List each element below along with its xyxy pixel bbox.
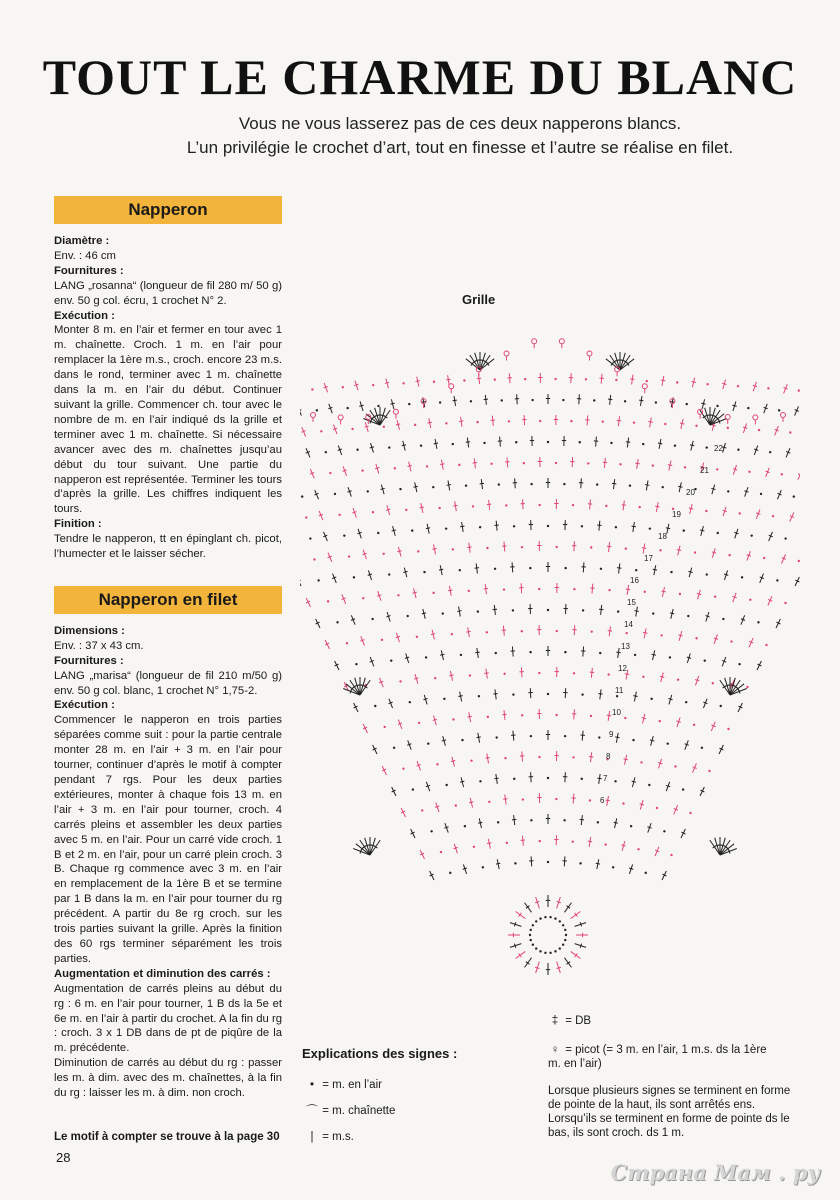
execution-label: Exécution :: [54, 309, 115, 322]
double-treble-icon: ‡: [551, 1015, 559, 1027]
filet-fournitures-text: LANG „marisa“ (longueur de fil 210 m/50 g) env. 50 g col. blanc, 1 crochet N° 1,75-2.: [54, 669, 282, 697]
grille-label: Grille: [462, 292, 496, 307]
round-number-label: 19: [672, 510, 681, 519]
arc-icon: ⌒: [306, 1105, 318, 1117]
bar-icon: |: [310, 1131, 314, 1143]
round-number-label: 11: [615, 686, 624, 695]
subtitle-line: Vous ne vous lasserez pas de ces deux napperons blancs.: [238, 114, 682, 133]
round-number-label: 16: [630, 576, 639, 585]
dot-icon: •: [309, 1079, 315, 1091]
footer-note: Le motif à compter se trouve à la page 30: [54, 1131, 280, 1143]
fournitures-label: Fournitures :: [54, 264, 124, 277]
page-title: TOUT LE CHARME DU BLANC: [42, 49, 798, 105]
subtitle: [120, 112, 800, 160]
fournitures-text: LANG „rosanna“ (longueur de fil 280 m/ 50 g) env. 50 g col. écru, 1 crochet N° 2.: [54, 279, 282, 307]
round-number-label: 6: [600, 796, 605, 805]
round-number-label: 7: [603, 774, 608, 783]
legend-item-chain: [305, 1078, 382, 1092]
round-number-label: 14: [624, 620, 633, 629]
round-number-label: 22: [714, 444, 723, 453]
round-number-label: 8: [606, 752, 611, 761]
napperon-header: Napperon: [54, 196, 282, 224]
instructions-column: [54, 196, 282, 1101]
legend-text: = m. chaînette: [322, 1105, 396, 1117]
legend-item-picot: [548, 1043, 778, 1071]
page-number: 28: [56, 1150, 71, 1165]
finition-text: Tendre le napperon, tt en épinglant ch. picot, l’humecter et le laisser sécher.: [54, 533, 282, 561]
legend-text: = m.s.: [322, 1131, 354, 1143]
legend-item-sc: [305, 1130, 354, 1144]
filet-fournitures-label: Fournitures :: [54, 654, 124, 667]
watermark: Страна Мам . ру: [610, 1160, 820, 1185]
dimensions-value: Env. : 37 x 43 cm.: [54, 639, 144, 652]
round-number-label: 9: [609, 730, 614, 739]
round-number-label: 17: [644, 554, 653, 563]
crochet-diagram: [300, 315, 800, 995]
filet-execution-label: Exécution :: [54, 699, 115, 712]
execution-text: Monter 8 m. en l’air et fermer en tour avec 1 m. chaînette. Croch. 1 m. en l’air pour remplacer la 1ère m.s., croch. encore 23 m.s. dans le rond, terminer avec 1 m. chaînette dans la m. en l’air du début. Continuer suivant la grille. Commencer ch. tour avec le nombre de m. en l’air indiqué ds la grille et terminer avec 1 m. chaînette. Si nécessaire avancer avec des m. chaînettes jusqu’au début du tour suivant. Une partie du napperon est représentée. Terminer les tours d’après la grille. Les chiffres indiquent les tours.: [54, 324, 282, 516]
diametre-label: Diamètre :: [54, 235, 110, 247]
picot-icon: ♀: [550, 1044, 560, 1056]
legend-text: = picot (= 3 m. en l’air, 1 m.s. ds la 1ère m. en l’air): [548, 1044, 767, 1070]
dimensions-label: Dimensions :: [54, 624, 125, 637]
round-number-label: 12: [618, 664, 627, 673]
subtitle-line: L’un privilégie le crochet d’art, tout en finesse et l’autre se réalise en filet.: [186, 138, 734, 157]
legend-item-slip: [305, 1104, 395, 1118]
round-number-label: 18: [658, 532, 667, 541]
augmentation-text: Augmentation de carrés pleins au début du rg : 6 m. en l’air pour tourner, 1 B ds la 5e et 6e m. en l’air à partir du crochet. A la fin du rg : croch. 3 x 1 DB dans de pt de piqûre de la m. précédente.: [54, 982, 282, 1055]
round-number-label: 21: [700, 466, 709, 475]
filet-header: Napperon en filet: [54, 586, 282, 614]
legend-title: Explications des signes :: [302, 1046, 458, 1061]
legend-item-db: [548, 1014, 591, 1028]
round-number-label: 13: [621, 642, 630, 651]
section-spacer: [54, 562, 282, 586]
legend-text: = m. en l’air: [322, 1079, 382, 1091]
round-number-label: 20: [686, 488, 695, 497]
filet-execution-text: Commencer le napperon en trois parties séparées comme suit : pour la partie centrale monter 28 m. en l’air + 3 m. en l’air pour tourner, continuer d’après le motif à compter pendant 7 rgs. Pour les deux parties extérieures, monter à chaque fois 13 m. en l’air + 3 m. en l’air pour tourner, croch. 4 carrés pleins et assembler les deux parties avec 5 m. en l’air. Pour un carré vide croch. 1 B et 2 m. en l’air, pour un carré plein croch. 3 B. Chaque rg commence avec 3 m. en l’air en remplacement de la 1ère B et se termine par 1 B dans la m. en l’air pour tourner du rg précédent. A partir du 8e rg croch. sur les trois parties suivant la grille. Après la finition des 60 rgs terminer séparément les trois parties.: [54, 714, 282, 965]
diametre-value: Env. : 46 cm: [54, 249, 116, 262]
legend-text: = DB: [565, 1015, 592, 1027]
diminution-text: Diminution de carrés au début du rg : passer les m. à dim. avec des m. chaînettes, à la fin du rg : laisser les m. à dim. non croch.: [54, 1057, 282, 1100]
round-number-label: 15: [627, 598, 636, 607]
legend-note: Lorsque plusieurs signes se terminent en forme de pointe de la haut, ils sont arrêtés ens. Lorsqu’ils se terminent en forme de pointe ds le bas, ils sont croch. ds 1 m.: [548, 1085, 791, 1139]
augmentation-label: Augmentation et diminution des carrés :: [54, 967, 271, 980]
round-number-label: 10: [612, 708, 621, 717]
finition-label: Finition :: [54, 518, 102, 531]
